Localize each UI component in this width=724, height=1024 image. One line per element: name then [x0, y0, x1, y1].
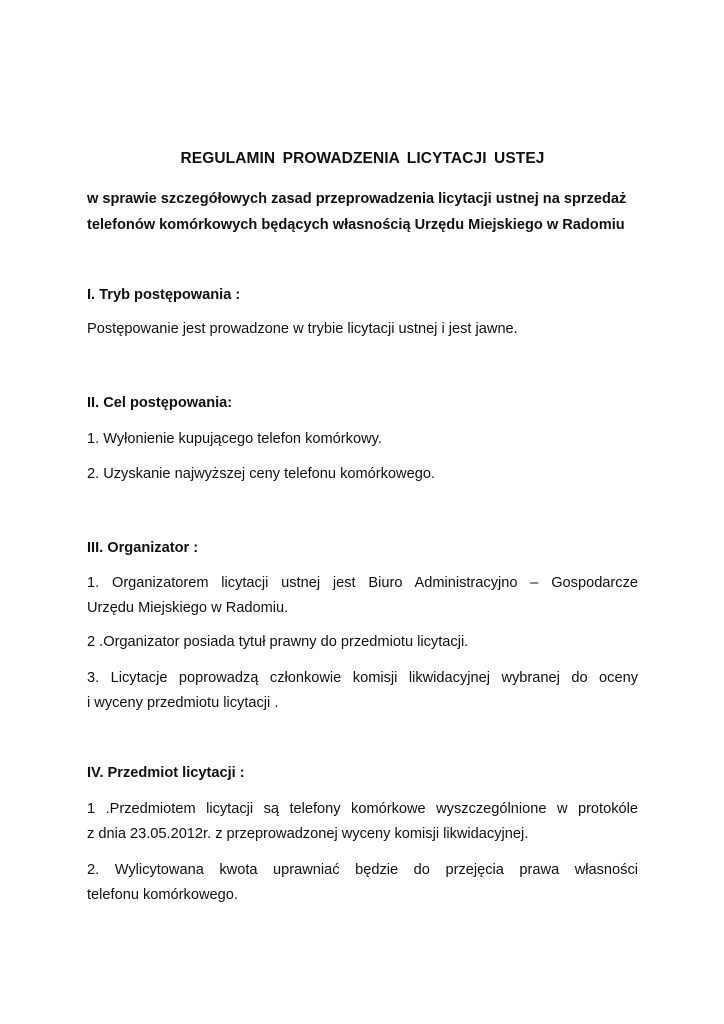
subtitle-line-2: telefonów komórkowych będących własnością Urzędu Miejskiego w Radomiu [87, 217, 625, 233]
section-4-paragraph-1-line-1: 1 .Przedmiotem licytacji są telefony komórkowe wyszczególnione w protokóle [87, 801, 638, 817]
section-3-paragraph-3-line-2: i wyceny przedmiotu licytacji . [87, 695, 279, 711]
subtitle-line-1: w sprawie szczegółowych zasad przeprowadzenia licytacji ustnej na sprzedaż [87, 191, 627, 207]
section-3-paragraph-1-line-1: 1. Organizatorem licytacji ustnej jest Biuro Administracyjno – Gospodarcze [87, 575, 638, 591]
section-heading-4: IV. Przedmiot licytacji : [87, 765, 245, 781]
section-heading-2: II. Cel postępowania: [87, 395, 233, 411]
section-4-paragraph-2-line-1: 2. Wylicytowana kwota uprawniać będzie do przejęcia prawa własności [87, 862, 638, 878]
section-2-paragraph-2: 2. Uzyskanie najwyższej ceny telefonu komórkowego. [87, 466, 435, 482]
section-4-paragraph-1 [87, 797, 638, 847]
section-heading-1: I. Tryb postępowania : [87, 287, 241, 303]
document-title: REGULAMIN PROWADZENIA LICYTACJI USTEJ [180, 150, 545, 167]
section-3-paragraph-1-line-2: Urzędu Miejskiego w Radomiu. [87, 600, 289, 616]
section-3-paragraph-3-line-1: 3. Licytacje poprowadzą członkowie komisji likwidacyjnej wybranej do oceny [87, 670, 638, 686]
section-3-paragraph-2: 2 .Organizator posiada tytuł prawny do przedmiotu licytacji. [87, 634, 469, 650]
section-heading-3: III. Organizator : [87, 540, 199, 556]
document-subtitle [87, 186, 638, 238]
section-3-paragraph-3 [87, 666, 638, 716]
section-2-paragraph-1: 1. Wyłonienie kupującego telefon komórkowy. [87, 431, 382, 447]
section-4-paragraph-1-line-2: z dnia 23.05.2012r. z przeprowadzonej wyceny komisji likwidacyjnej. [87, 826, 529, 842]
section-4-paragraph-2 [87, 858, 638, 908]
section-4-paragraph-2-line-2: telefonu komórkowego. [87, 887, 238, 903]
section-1-paragraph-1: Postępowanie jest prowadzone w trybie licytacji ustnej i jest jawne. [87, 321, 518, 337]
section-3-paragraph-1 [87, 571, 638, 621]
